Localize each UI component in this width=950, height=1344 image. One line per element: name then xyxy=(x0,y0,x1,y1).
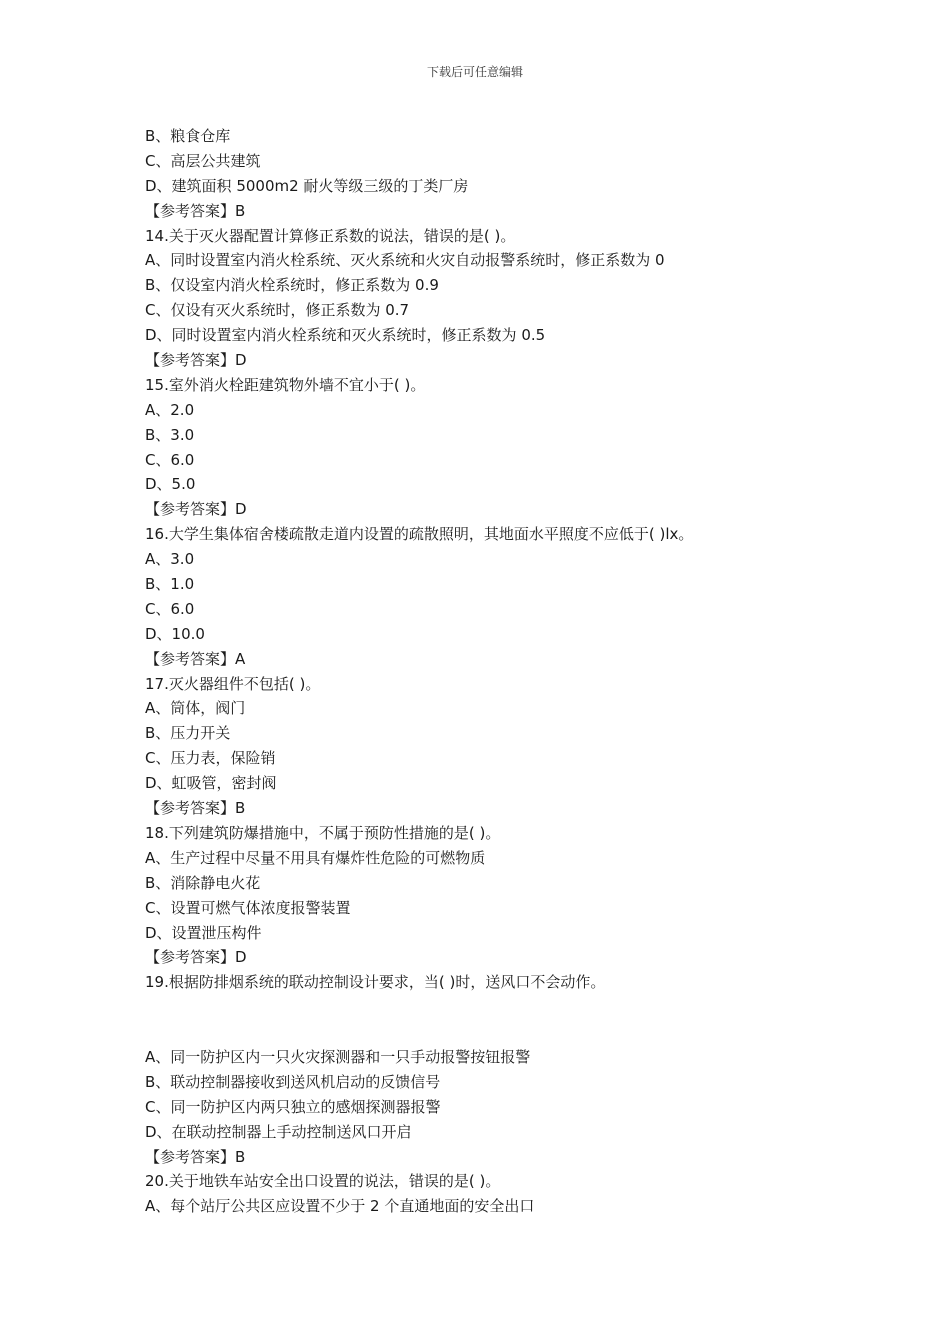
option-line: A、3.0 xyxy=(145,550,195,569)
answer-line: 【参考答案】D xyxy=(145,351,247,370)
option-line: A、每个站厅公共区应设置不少于 2 个直通地面的安全出口 xyxy=(145,1197,535,1216)
option-line: C、6.0 xyxy=(145,450,195,469)
option-line: A、筒体，阀门 xyxy=(145,699,246,718)
question-line: 15.室外消火栓距建筑物外墙不宜小于( )。 xyxy=(145,375,426,394)
paragraph-gap xyxy=(145,995,845,1045)
document-body xyxy=(145,124,845,1219)
option-line: B、压力开关 xyxy=(145,724,231,743)
answer-line: 【参考答案】D xyxy=(145,500,247,519)
option-line: B、1.0 xyxy=(145,575,195,594)
question-line: 17.灭火器组件不包括( )。 xyxy=(145,674,321,693)
question-line: 18.下列建筑防爆措施中，不属于预防性措施的是( )。 xyxy=(145,823,501,842)
text-line: D、建筑面积 5000m2 耐火等级三级的丁类厂房 xyxy=(145,176,469,195)
option-line: D、10.0 xyxy=(145,624,205,643)
answer-line: 【参考答案】B xyxy=(145,799,246,818)
option-line: A、同时设置室内消火栓系统、灭火系统和火灾自动报警系统时，修正系数为 0 xyxy=(145,251,665,270)
option-line: D、同时设置室内消火栓系统和灭火系统时，修正系数为 0.5 xyxy=(145,326,546,345)
option-line: B、3.0 xyxy=(145,425,195,444)
question-line: 16.大学生集体宿舍楼疏散走道内设置的疏散照明，其地面水平照度不应低于( )lx。 xyxy=(145,525,694,544)
option-line: C、仅设有灭火系统时，修正系数为 0.7 xyxy=(145,301,410,320)
option-line: C、压力表，保险销 xyxy=(145,749,276,768)
option-line: C、设置可燃气体浓度报警装置 xyxy=(145,898,351,917)
text-line: B、粮食仓库 xyxy=(145,127,231,145)
option-line: B、消除静电火花 xyxy=(145,873,261,892)
option-line: D、虹吸管，密封阀 xyxy=(145,774,277,793)
option-line: B、仅设室内消火栓系统时，修正系数为 0.9 xyxy=(145,276,439,295)
text-line: C、高层公共建筑 xyxy=(145,151,261,170)
option-line: A、同一防护区内一只火灾探测器和一只手动报警按钮报警 xyxy=(145,1047,531,1066)
answer-line: 【参考答案】D xyxy=(145,948,247,967)
answer-line: 【参考答案】A xyxy=(145,649,246,668)
option-line: D、设置泄压构件 xyxy=(145,923,262,942)
option-line: C、同一防护区内两只独立的感烟探测器报警 xyxy=(145,1097,441,1116)
option-line: C、6.0 xyxy=(145,599,195,618)
option-line: D、在联动控制器上手动控制送风口开启 xyxy=(145,1122,412,1141)
option-line: A、生产过程中尽量不用具有爆炸性危险的可燃物质 xyxy=(145,848,486,867)
answer-line: 【参考答案】B xyxy=(145,1147,246,1166)
question-line: 14.关于灭火器配置计算修正系数的说法，错误的是( )。 xyxy=(145,226,516,245)
option-line: A、2.0 xyxy=(145,400,195,419)
answer-line: 【参考答案】B xyxy=(145,201,246,220)
page-header: 下载后可任意编辑 xyxy=(426,65,523,79)
option-line: D、5.0 xyxy=(145,475,196,494)
option-line: B、联动控制器接收到送风机启动的反馈信号 xyxy=(145,1072,441,1091)
question-line: 20.关于地铁车站安全出口设置的说法，错误的是( )。 xyxy=(145,1172,501,1191)
question-line: 19.根据防排烟系统的联动控制设计要求，当( )时，送风口不会动作。 xyxy=(145,973,606,992)
